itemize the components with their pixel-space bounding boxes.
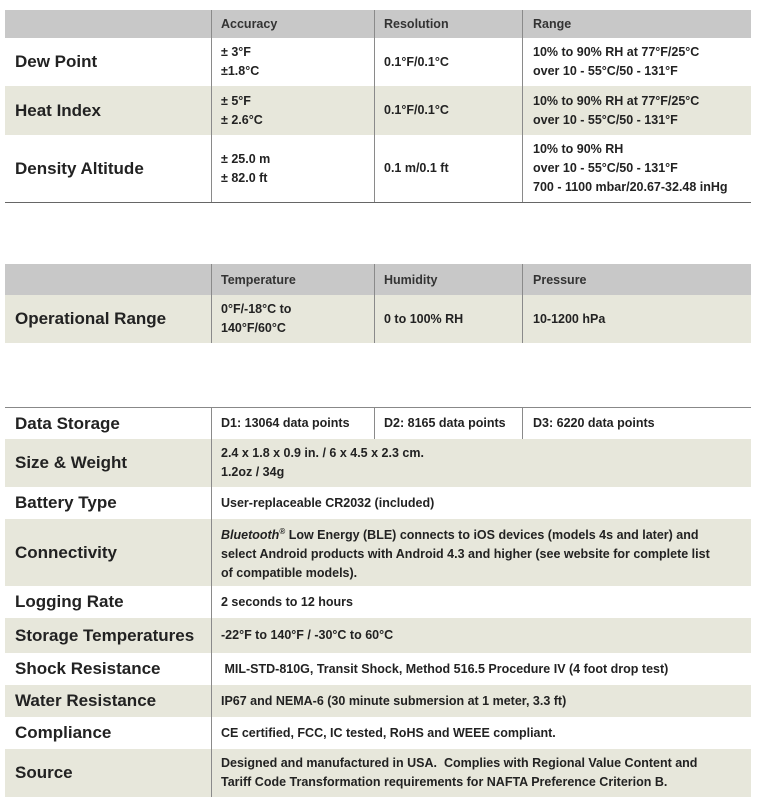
bluetooth-brand: Bluetooth [221,528,280,543]
battery-cell: User-replaceable CR2032 (included) [211,487,751,519]
header-humidity: Humidity [374,264,522,295]
table-row [5,653,751,685]
storage-d1: D1: 13064 data points [211,408,374,439]
range-line: 10% to 90% RH [533,142,624,156]
table-header-row [5,10,751,38]
row-label: Operational Range [15,309,167,328]
accuracy-ft: ± 82.0 ft [221,170,268,185]
range-line: 700 - 1100 mbar/20.67-32.48 inHg [533,180,728,194]
accuracy-c: ±1.8°C [221,64,260,78]
humidity-cell: 0 to 100% RH [374,295,522,343]
row-label: Source [15,763,73,782]
temperature-line: 140°F/60°C [221,321,286,335]
table-row [5,86,751,135]
table-row [5,749,751,797]
row-label: Density Altitude [15,158,144,178]
table-bottom-rule [5,202,751,203]
range-cell [522,135,751,202]
row-label: Size & Weight [15,453,128,472]
row-label: Connectivity [15,542,118,562]
connectivity-line: select Android products with Android 4.3 and higher (see website for complete list [221,547,710,562]
header-temperature: Temperature [211,264,374,295]
header-pressure: Pressure [522,264,751,295]
row-label: Data Storage [15,413,120,433]
table-header-row [5,264,751,295]
header-range: Range [522,10,751,38]
pressure-cell: 10-1200 hPa [522,295,751,343]
shock-cell: MIL-STD-810G, Transit Shock, Method 516.5 Procedure IV (4 foot drop test) [211,653,751,685]
connectivity-text: Low Energy (BLE) connects to iOS devices (models 4s and later) and [285,528,699,543]
row-label: Shock Resistance [15,659,161,678]
resolution-cell: 0.1°F/0.1°C [374,38,522,86]
range-line: over 10 - 55°C/50 - 131°F [533,64,678,78]
registered-mark: ® [279,526,286,536]
row-label: Heat Index [15,100,101,120]
table-row [5,439,751,487]
range-line: over 10 - 55°C/50 - 131°F [533,112,678,127]
range-line: over 10 - 55°C/50 - 131°F [533,161,678,175]
connectivity-cell [211,519,751,586]
compliance-cell: CE certified, FCC, IC tested, RoHS and WEEE compliant. [211,717,751,749]
source-cell [211,749,751,797]
row-label: Dew Point [15,52,98,71]
accuracy-f: ± 5°F [221,93,251,108]
table-row [5,295,751,343]
storage-d3: D3: 6220 data points [522,408,751,439]
row-label: Storage Temperatures [15,625,195,645]
size-weight-cell [211,439,751,487]
table-row [5,618,751,653]
accuracy-f: ± 3°F [221,45,251,59]
temperature-line: 0°F/-18°C to [221,302,292,316]
table-row [5,519,751,586]
temperature-cell [211,295,374,343]
table-row [5,717,751,749]
table-row [5,38,751,86]
source-line: Tariff Code Transformation requirements for NAFTA Preference Criterion B. [221,775,668,789]
accuracy-cell [211,86,374,135]
accuracy-cell [211,38,374,86]
accuracy-cell [211,135,374,202]
connectivity-line [221,522,699,545]
logging-cell: 2 seconds to 12 hours [211,586,751,618]
table-row [5,586,751,618]
header-resolution: Resolution [374,10,522,38]
range-cell [522,38,751,86]
storage-d2: D2: 8165 data points [374,408,522,439]
connectivity-line: of compatible models). [221,566,358,581]
weight: 1.2oz / 34g [221,465,285,479]
range-line: 10% to 90% RH at 77°F/25°C [533,45,700,59]
row-label: Logging Rate [15,592,124,611]
accuracy-m: ± 25.0 m [221,151,271,166]
resolution-cell: 0.1°F/0.1°C [374,86,522,135]
water-cell: IP67 and NEMA-6 (30 minute submersion at 1 meter, 3.3 ft) [211,685,751,717]
resolution-cell: 0.1 m/0.1 ft [374,135,522,202]
table-row [5,135,751,202]
table-row [5,408,751,439]
row-label: Water Resistance [15,691,157,710]
storage-temp-cell: -22°F to 140°F / -30°C to 60°C [211,618,751,653]
range-cell [522,86,751,135]
accuracy-c: ± 2.6°C [221,112,263,127]
dimensions: 2.4 x 1.8 x 0.9 in. / 6 x 4.5 x 2.3 cm. [221,446,424,460]
row-label: Compliance [15,723,112,742]
table-row [5,685,751,717]
range-line: 10% to 90% RH at 77°F/25°C [533,93,700,108]
row-label: Battery Type [15,493,117,512]
source-line: Designed and manufactured in USA. Complies with Regional Value Content and [221,756,698,770]
table-row [5,487,751,519]
header-accuracy: Accuracy [211,10,374,38]
